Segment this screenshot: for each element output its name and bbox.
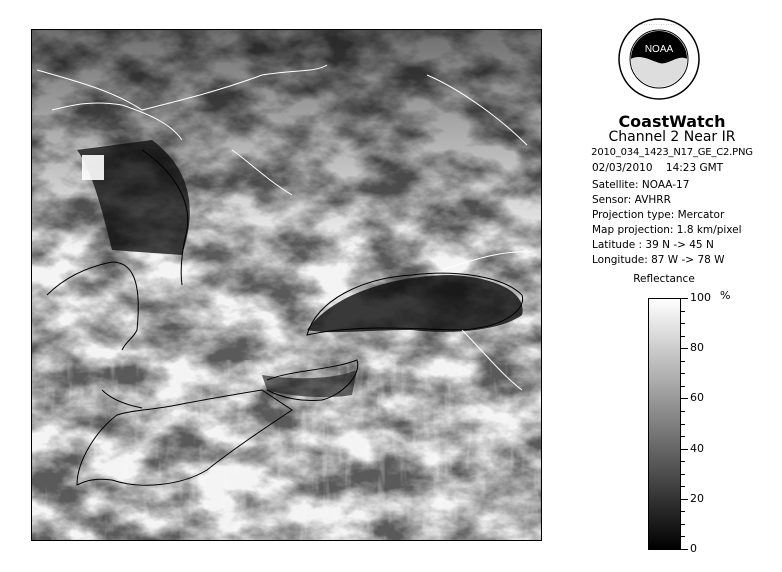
colorbar-tick	[681, 449, 688, 450]
time: 14:23 GMT	[665, 162, 724, 174]
noaa-logo-svg	[618, 18, 700, 100]
noaa-logo-ring-text: · · · · · · · · · · · · · · ·	[641, 22, 677, 27]
latitude-range: Latitude : 39 N -> 45 N	[592, 239, 714, 251]
satellite-info: Satellite: NOAA-17	[592, 179, 690, 191]
date: 02/03/2010	[592, 162, 653, 174]
colorbar-tick	[681, 336, 685, 337]
colorbar-unit: %	[720, 289, 731, 302]
map-projection: Map projection: 1.8 km/pixel	[592, 224, 742, 236]
colorbar-tick	[681, 499, 688, 500]
colorbar-label: 0	[690, 542, 697, 555]
colorbar-tick	[681, 474, 685, 475]
colorbar-tick	[681, 511, 685, 512]
colorbar-tick	[681, 424, 685, 425]
colorbar-tick	[681, 486, 685, 487]
colorbar-label: 100	[690, 291, 711, 304]
sensor-info: Sensor: AVHRR	[592, 194, 671, 206]
colorbar-tick	[681, 461, 685, 462]
projection-type: Projection type: Mercator	[592, 209, 725, 221]
colorbar-tick	[681, 536, 685, 537]
filename: 2010_034_1423_N17_GE_C2.PNG	[591, 147, 753, 158]
colorbar-tick	[681, 323, 685, 324]
longitude-range: Longitude: 87 W -> 78 W	[592, 254, 725, 266]
subtitle: Channel 2 Near IR	[608, 129, 736, 145]
colorbar-label: 80	[690, 341, 704, 354]
colorbar-tick	[681, 311, 685, 312]
satellite-image	[31, 29, 542, 541]
colorbar-tick	[681, 524, 685, 525]
colorbar-label: 40	[690, 442, 704, 455]
colorbar-tick	[681, 411, 685, 412]
colorbar-tick	[681, 549, 688, 550]
colorbar-tick	[681, 373, 685, 374]
colorbar-label: 20	[690, 492, 704, 505]
colorbar-title: Reflectance	[633, 273, 695, 285]
colorbar-tick	[681, 436, 685, 437]
colorbar-tick	[681, 398, 688, 399]
colorbar-tick	[681, 386, 685, 387]
colorbar-tick	[681, 348, 688, 349]
colorbar-label: 60	[690, 391, 704, 404]
noaa-logo	[618, 18, 700, 100]
date-time	[592, 161, 782, 175]
satellite-map-svg	[32, 30, 542, 541]
colorbar	[648, 298, 681, 550]
colorbar-tick	[681, 361, 685, 362]
bright-patch	[82, 155, 104, 180]
colorbar-tick	[681, 298, 688, 299]
title: CoastWatch	[618, 112, 726, 131]
noaa-logo-text: NOAA	[644, 44, 674, 55]
